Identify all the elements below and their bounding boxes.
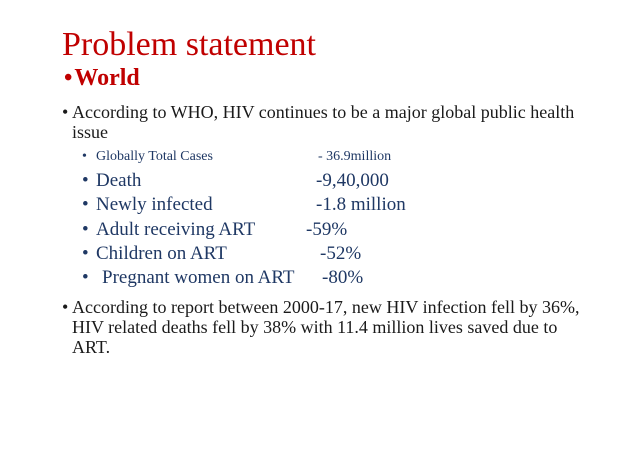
stat-value: -80% xyxy=(322,267,364,288)
bullet-icon: • xyxy=(82,194,89,215)
bullet-icon: • xyxy=(62,297,69,317)
bullet-icon: • xyxy=(62,102,69,122)
stat-label: Children on ART xyxy=(96,243,227,264)
bullet-icon: • xyxy=(64,65,73,91)
stat-label: Adult receiving ART xyxy=(96,219,256,240)
stat-value: -59% xyxy=(306,219,348,240)
stats-header-value: - 36.9million xyxy=(318,149,392,164)
paragraph-report-text: According to report between 2000-17, new HIV infection fell by 36%, HIV related deaths fell by 38% with 11.4 million lives saved due to ART. xyxy=(72,297,580,357)
stat-value: -52% xyxy=(320,243,362,264)
stat-label: Newly infected xyxy=(96,194,213,215)
bullet-icon: • xyxy=(82,267,89,288)
bullet-icon: • xyxy=(82,243,89,264)
section-heading-label: World xyxy=(74,65,140,91)
stat-value: -9,40,000 xyxy=(316,170,389,191)
bullet-icon: • xyxy=(82,219,89,240)
stat-label: Death xyxy=(96,170,142,191)
stats-header-label: Globally Total Cases xyxy=(96,149,213,164)
paragraph-report xyxy=(62,297,582,357)
bullet-icon: • xyxy=(82,149,87,164)
paragraph-who-text: According to WHO, HIV continues to be a major global public health issue xyxy=(72,102,575,142)
paragraph-who xyxy=(62,102,582,142)
section-heading xyxy=(64,64,140,92)
stat-label: Pregnant women on ART xyxy=(102,267,295,288)
slide-title: Problem statement xyxy=(62,26,317,63)
stat-value: -1.8 million xyxy=(316,194,406,215)
bullet-icon: • xyxy=(82,170,89,191)
